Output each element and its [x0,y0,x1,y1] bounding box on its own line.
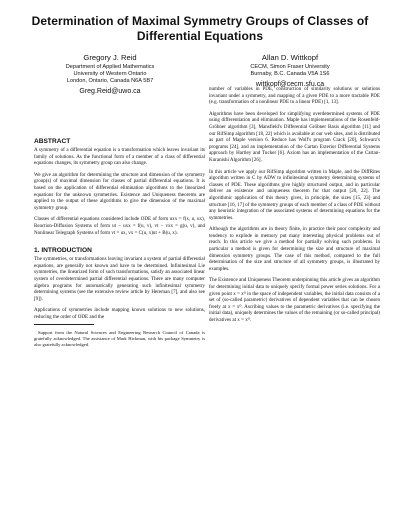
body-paragraph: number of variables in PDE, construction of similarity solutions or solutions invariant under a symmetry, and mapping of a given PDE to a more tractable PDE (e.g. transformation of a nonlinear PDE to a linear PDE) [1, 13]. [209,86,380,106]
author-name: Gregory J. Reid [83,53,137,62]
intro-paragraph: The symmetries, or transformations leaving invariant a system of partial differential equations, are generally not known and have to be determined. Infinitesimal Lie symmetries, the linearized form of such transformations, satisfy an associated linear system of overdetermined partial differential equations. There are many computer algebra programs for automatically generating such infinitesimal symmetry determining systems (see the extensive review article by Hereman [7], and also see [9]). [34,256,205,302]
introduction-heading: 1. INTRODUCTION [34,247,92,255]
author-email: wittkopf@cecm.sfu.ca [255,81,325,88]
footnote-rule [34,324,94,325]
body-paragraph: The Existence and Uniqueness Theorem underpinning this article gives an algorithm for determining initial data to uniquely specify formal power series solutions. For a given point x = x⁰ in the space of independent variables, the initial data consists of a set of (so-called parametric) derivatives of dependent variables that can be chosen freely at x = x⁰. Ascribing values to the parametric derivatives (i.e. specifying the initial data), uniquely determines the values of the remaining (or so-called principal) derivatives at x = x⁰. [209,277,380,323]
body-paragraph: Although the algorithms are in theory finite, in practice their poor complexity and tendency to explode in memory put many interesting physical problems out of reach. In this article we give a method for partially solving such problems. In particular a method is given for determining the size and structure of maximal dimension symmetry groups. The case of this method, compared to the full determination of the size and structure of all symmetry groups, is illustrated by examples. [209,226,380,272]
right-column [209,86,380,324]
author-affiliation: Department of Applied Mathematics [65,64,155,70]
left-column [34,138,205,352]
abstract-paragraph: A symmetry of a differential equation is a transformation which leaves invariant its family of solutions. As the functional form of a member of a class of differential equations changes, its symmetry group can also change. [34,147,205,167]
footnote: Support from the Natural Sciences and Engineering Research Council of Canada is gratefully acknowledged. The assistance of Mark Hickman, with his package Symmetry is also gratefully acknowledged. [34,330,205,347]
author-reid [20,53,200,113]
paper-title [20,14,380,44]
body-paragraph: In this article we apply our RifSimp algorithm written in Maple, and the DiffRites algorithm written in C by ADW to infinitesimal symmetry determining systems of classes of PDE. These algorithms give highly structured output, and in particular deliver an existence and uniqueness theorem for that output [20, 22]. The algorithmic application of this theory gives, in principle, the sizes [15, 23] and structure [16, 17] of the symmetry groups of each member of a class of PDE without any heuristic integration of the associated systems of determining equations for the symmetries. [209,168,380,221]
abstract-paragraph: Classes of differential equations considered include ODE of form uxx = f(x, u, ux), Reaction-Diffusion Systems of form ut − uxx = f(u, v), vt − vxx = g(u, v), and Nonlinear Telegraph Systems of form vt = ux, vx = C(u, x)ut + B(u, x). [34,216,205,236]
author-affiliation: CECM, Simon Fraser University [250,64,330,70]
author-affiliation: Burnaby, B.C. Canada V5A 1S6 [250,71,330,77]
intro-paragraph: Applications of symmetries include mapping known solutions to new solutions, reducing the order of ODE and the [34,307,205,320]
author-address: London, Ontario, Canada N6A 5B7 [66,78,154,84]
body-paragraph: Algorithms have been developed for simplifying overdetermined systems of PDE using differentiation and elimination. Maple has implementations of the Rosenfeld-Gröbner algorithm [3], Mansfield's Differential Gröbner Basis algorithm [11] and our RifSimp algorithm [18, 22] which is available at our web sites, and is distributed as part of Maple version 6. Reduce has Wolf's program Crack [20], Schwarz's programs [24], and an implementation of the Cartan Exterior Differential Systems approach by Hartley and Tucker [6]. Axiom has an implementation of the Cartan-Kuranishi Algorithm [26]. [209,110,381,163]
title-line-2: Differential Equations [136,29,264,43]
author-name: Allan D. Wittkopf [261,53,319,62]
abstract-paragraph: We give an algorithm for determining the structure and dimension of the symmetry group(s) of maximal dimension for classes of partial differential equations. It is based on the application of differential elimination algorithms to the linearized equations for the unknown symmetries. Existence and Uniqueness theorems are applied to the output of these algorithms to give the dimension of the maximal symmetry group. [34,171,205,211]
author-affiliation: University of Western Ontario [73,71,147,77]
author-email: Greg.Reid@uwo.ca [79,88,141,95]
title-line-1: Determination of Maximal Symmetry Groups of Classes of [31,14,369,28]
abstract-heading: ABSTRACT [34,138,71,145]
